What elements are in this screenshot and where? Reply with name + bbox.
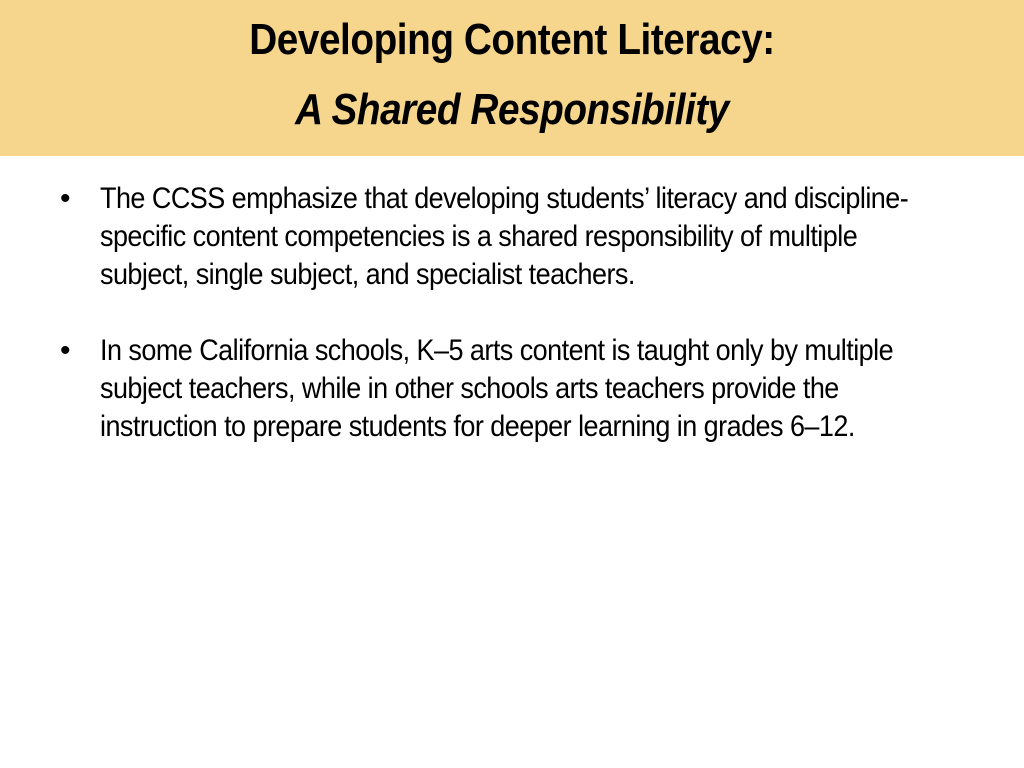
slide-title: Developing Content Literacy: — [249, 15, 775, 64]
bullet-item — [58, 180, 958, 294]
bullet-text: In some California schools, K–5 arts content is taught only by multiple subject teachers, while in other schools arts teachers provide the instruction to prepare students for deeper learning in grades 6–12. — [100, 334, 894, 443]
bullet-marker: • — [60, 182, 70, 215]
bullet-item — [58, 332, 958, 446]
bullet-marker: • — [60, 334, 70, 367]
title-band — [0, 0, 1024, 156]
slide-subtitle: A Shared Responsibility — [295, 85, 729, 134]
bullet-text: The CCSS emphasize that developing students’ literacy and discipline-specific content competencies is a shared responsibility of multiple subject, single subject, and specialist teachers. — [100, 182, 909, 291]
bullet-list — [58, 180, 958, 484]
